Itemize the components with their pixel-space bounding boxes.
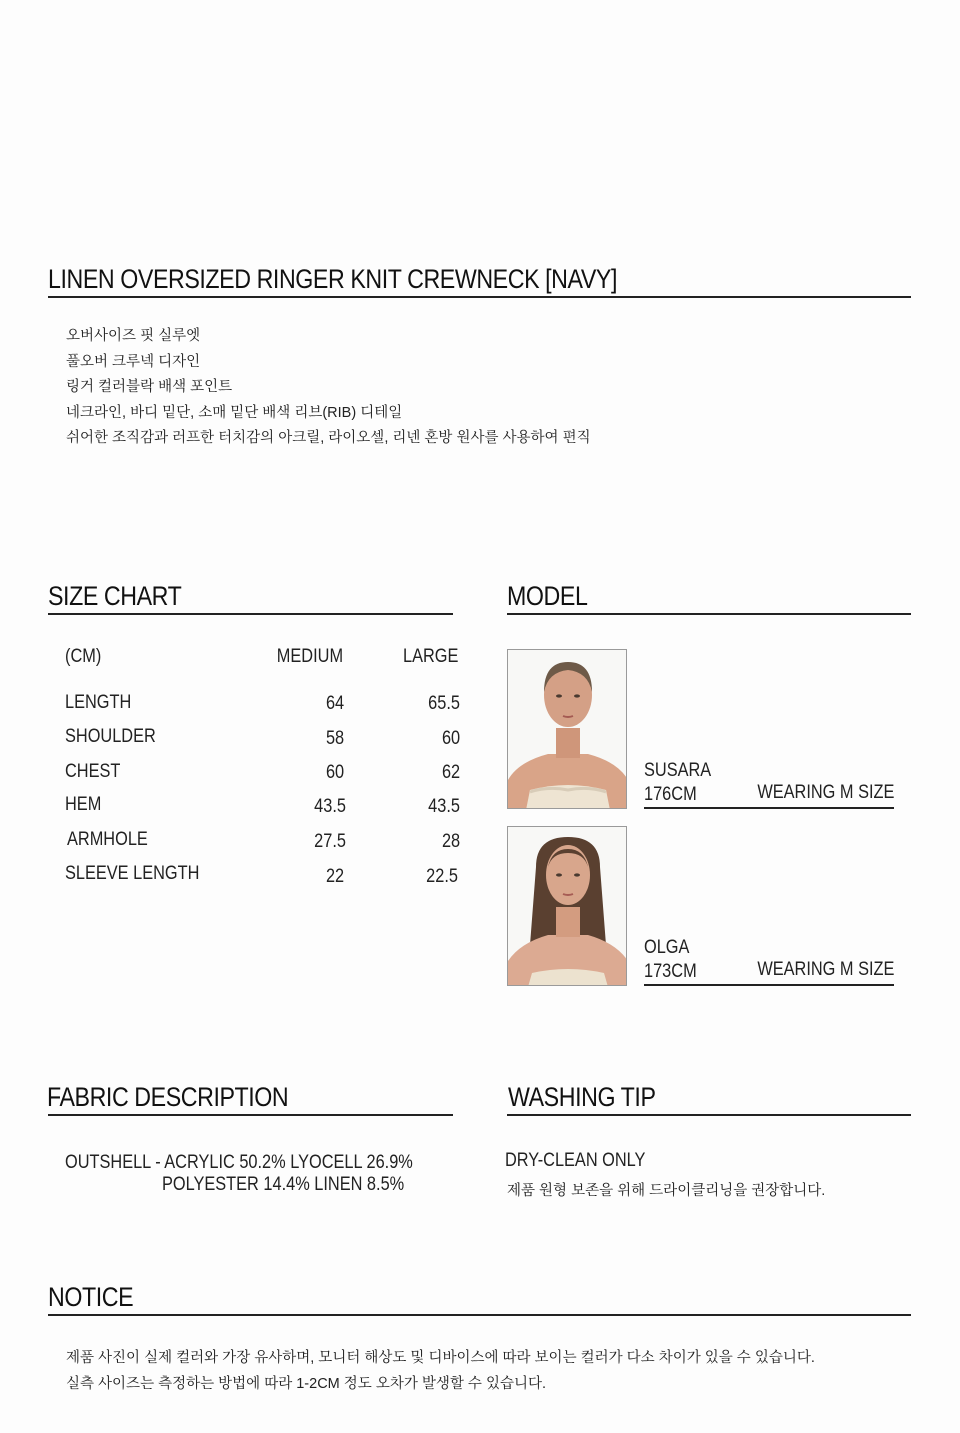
fabric-divider [48,1114,453,1116]
washing-instruction: DRY-CLEAN ONLY [505,1150,646,1171]
fabric-composition-line-2: POLYESTER 14.4% LINEN 8.5% [162,1174,405,1195]
row-label: SHOULDER [65,726,156,747]
large-value: 43.5 [428,796,460,817]
model-name: SUSARA [644,760,712,781]
model-info-divider [644,807,894,809]
large-value: 62 [441,762,460,783]
notice-line: 제품 사진이 실제 컬러와 가장 유사하며, 모니터 해상도 및 디바이스에 따라 보이는 컬러가 다소 차이가 있을 수 있습니다. [66,1350,815,1366]
model-portrait-image [508,827,627,986]
large-value: 60 [441,728,460,749]
medium-value: 22 [325,866,344,887]
model-height: 176CM [644,784,697,805]
product-title: LINEN OVERSIZED RINGER KNIT CREWNECK [NAVY] [48,264,617,294]
unit-header: (CM) [65,646,102,667]
washing-title: WASHING TIP [508,1082,656,1112]
model-divider [507,613,911,615]
fabric-composition-line-1: OUTSHELL - ACRYLIC 50.2% LYOCELL 26.9% [65,1152,413,1173]
size-chart-title: SIZE CHART [48,581,182,611]
large-value: 28 [441,831,460,852]
model-wearing-size: WEARING M SIZE [756,782,894,803]
feature-list [66,324,591,452]
model-name: OLGA [644,937,690,958]
washing-note: 제품 원형 보존을 위해 드라이클리닝을 권장합니다. [507,1183,826,1199]
medium-value: 60 [325,762,344,783]
column-header-medium: MEDIUM [276,646,343,667]
fabric-title: FABRIC DESCRIPTION [47,1082,289,1112]
feature-item: 링거 컬러블락 배색 포인트 [66,379,233,395]
medium-value: 43.5 [314,796,346,817]
row-label: HEM [65,794,102,815]
model-info-divider [644,984,894,986]
model-photo-susara [507,649,627,809]
feature-item: 풀오버 크루넥 디자인 [66,353,201,370]
model-height: 173CM [644,961,697,982]
row-label: SLEEVE LENGTH [65,863,200,884]
model-portrait-image [508,650,627,809]
model-wearing-size: WEARING M SIZE [756,959,894,980]
feature-item: 오버사이즈 핏 실루엣 [66,328,201,344]
washing-divider [507,1114,911,1116]
notice-divider [48,1314,911,1316]
medium-value: 27.5 [314,831,346,852]
feature-item: 쉬어한 조직감과 러프한 터치감의 아크릴, 라이오셀, 리넨 혼방 원사를 사용하여 편직 [66,430,591,446]
row-label: ARMHOLE [67,829,148,850]
large-value: 65.5 [428,693,460,714]
medium-value: 58 [325,728,344,749]
row-label: CHEST [65,761,121,782]
notice-line: 실측 사이즈는 측정하는 방법에 따라 1-2CM 정도 오차가 발생할 수 있습니다. [66,1376,547,1392]
feature-item: 네크라인, 바디 밑단, 소매 밑단 배색 리브(RIB) 디테일 [66,404,403,421]
column-header-large: LARGE [402,646,458,667]
row-label: LENGTH [65,692,132,713]
large-value: 22.5 [426,866,458,887]
notice-title: NOTICE [48,1282,134,1312]
medium-value: 64 [325,693,344,714]
size-chart-divider [48,613,453,615]
title-divider [48,296,911,298]
model-photo-olga [507,826,627,986]
model-title: MODEL [507,581,588,611]
